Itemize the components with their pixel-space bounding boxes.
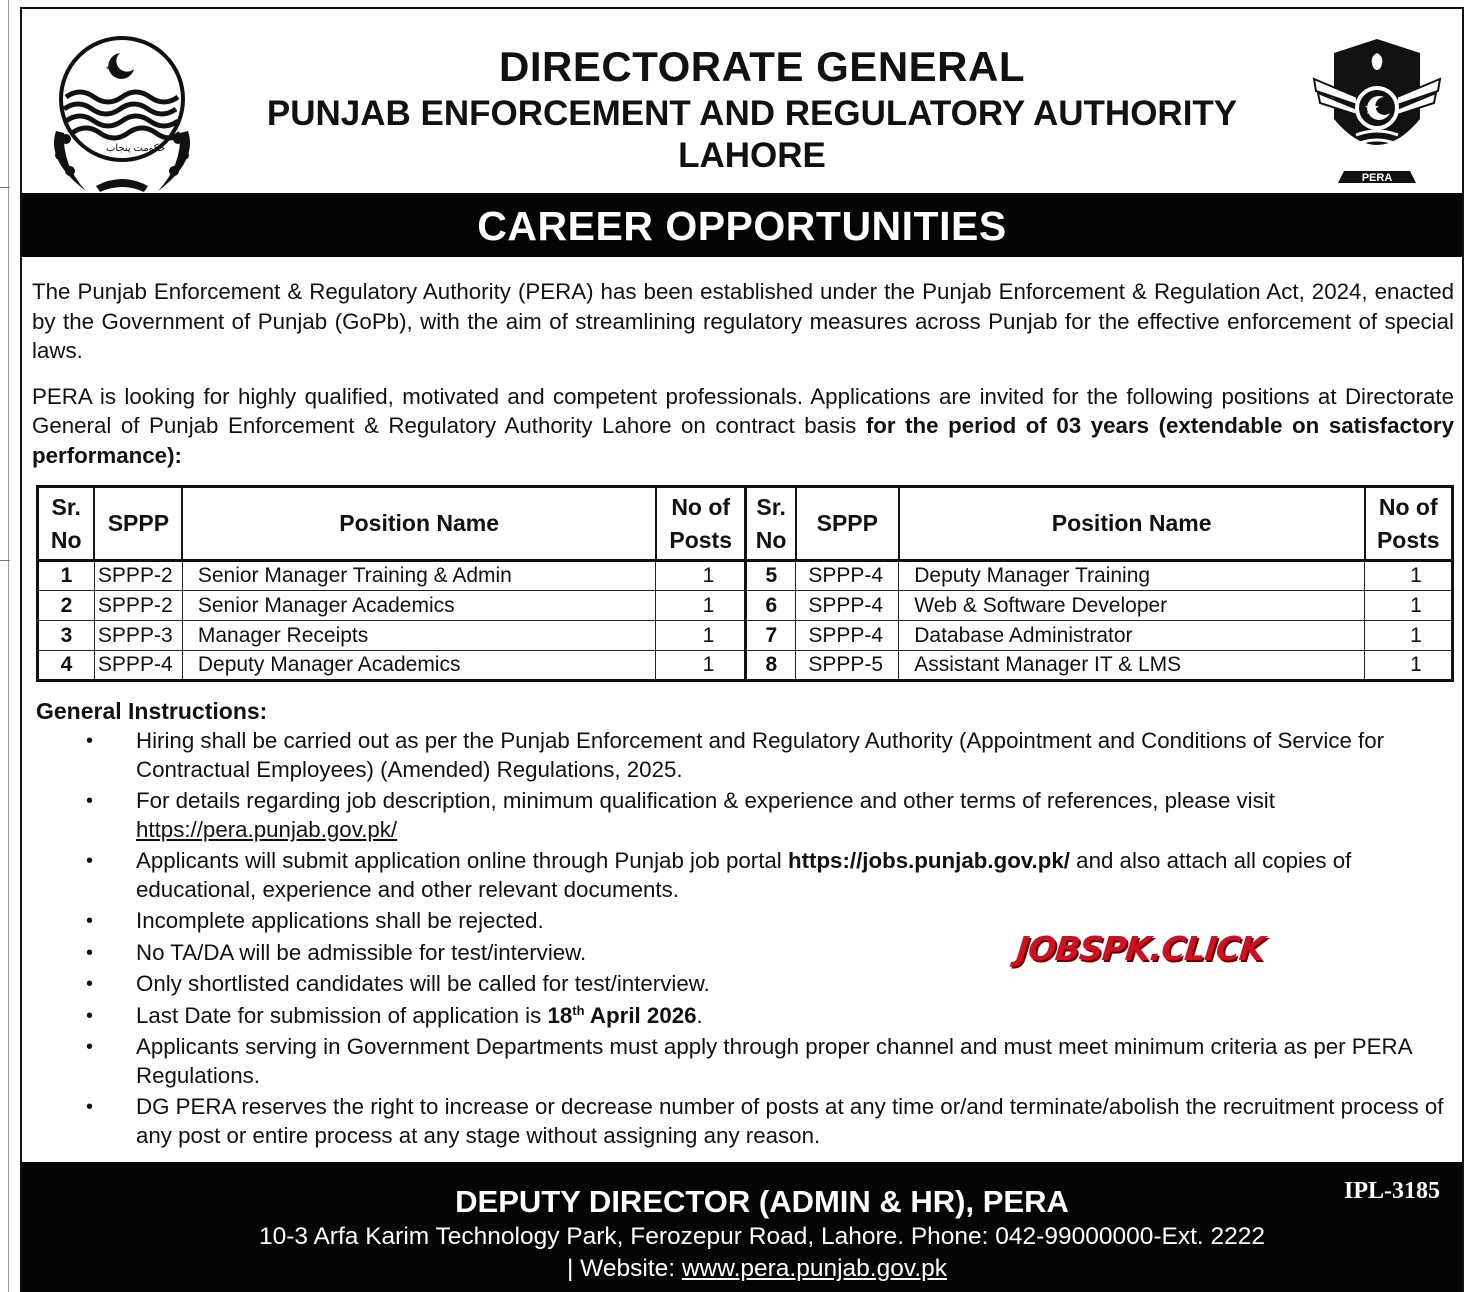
cell-sppp: SPPP-2 (94, 591, 182, 621)
cell-sr: 3 (38, 621, 95, 651)
svg-text:حکومت پنجاب: حکومت پنجاب (106, 143, 166, 154)
cell-sr: 2 (38, 591, 95, 621)
edge-line (8, 0, 9, 1292)
bullet-icon: • (86, 1004, 94, 1027)
general-instructions-heading: General Instructions: (36, 698, 268, 724)
page-title: DIRECTORATE GENERAL (499, 43, 1025, 90)
bullet-icon: • (86, 941, 94, 964)
cell-sr: 4 (38, 651, 95, 681)
cell-sppp: SPPP-4 (94, 651, 182, 681)
header-sr-no: Sr. No (38, 487, 95, 561)
bullet-icon: • (86, 1036, 94, 1058)
intro-paragraph-2 (32, 382, 1454, 471)
svg-text:PERA: PERA (1361, 172, 1393, 184)
organization-name: PUNJAB ENFORCEMENT AND REGULATORY AUTHORITY (266, 94, 1238, 133)
intro-text: PERA is looking for highly qualified, motivated and competent professionals. Applications are invited for the following positions at Directorate General of Punjab Enforcement & Regulatory Authority Lahore on contract basis (32, 383, 1454, 438)
jobs-portal-link[interactable]: https://jobs.punjab.gov.pk/ (787, 848, 1070, 873)
cell-sppp: SPPP-2 (94, 561, 182, 591)
cell-sppp: SPPP-4 (796, 561, 899, 591)
header-sr-no: Sr. No (746, 487, 796, 561)
cell-position: Manager Receipts (182, 621, 656, 651)
footer-address: 10-3 Arfa Karim Technology Park, Ferozepur Road, Lahore. Phone: 042-99000000-Ext. 2222 (258, 1223, 1266, 1250)
cell-position: Deputy Manager Training (899, 561, 1365, 591)
intro-section (32, 277, 1454, 486)
cell-sppp: SPPP-5 (796, 651, 899, 681)
footer-office: DEPUTY DIRECTOR (ADMIN & HR), PERA (455, 1184, 1069, 1219)
jobspk-watermark: JOBSPK.CLICK (1014, 929, 1266, 968)
header-sppp: SPPP (796, 487, 899, 561)
last-date: 18th April 2026 (547, 1002, 697, 1028)
positions-table (36, 485, 1454, 682)
table-row (38, 651, 1453, 681)
pera-shield-icon (1312, 31, 1442, 191)
table-row (38, 621, 1453, 651)
footer-contact-bar (22, 1162, 1462, 1292)
footer-website-link[interactable]: www.pera.punjab.gov.pk (681, 1255, 947, 1282)
ipl-code: IPL-3185 (1344, 1178, 1440, 1204)
career-opportunities-banner: CAREER OPPORTUNITIES (22, 193, 1462, 257)
instruction-item: • Applicants will submit application online through Punjab job portal https://jobs.punjab.gov.pk/ and also attach all copies of educational, experience and other relevant documents. (86, 848, 1352, 902)
cell-posts: 1 (656, 651, 746, 681)
table-row (38, 591, 1453, 621)
cell-sr: 1 (38, 561, 95, 591)
contract-period-text: for the period of 03 years (extendable on satisfactory performance): (32, 413, 1454, 468)
edge-tick (0, 560, 10, 561)
bullet-icon: • (86, 1096, 94, 1118)
header-position-name: Position Name (899, 487, 1365, 561)
cell-sppp: SPPP-3 (94, 621, 182, 651)
bullet-icon: • (86, 973, 94, 995)
instruction-item: • DG PERA reserves the right to increase or decrease number of posts at any time or/and terminate/abolish the recruitment process of any post or entire process at any stage without assigning any reason. (86, 1094, 1444, 1148)
bullet-icon: • (86, 850, 94, 872)
instruction-item: • Last Date for submission of application is 18th April 2026. (86, 1002, 1456, 1031)
cell-posts: 1 (1365, 621, 1453, 651)
instruction-item: • Only shortlisted candidates will be called for test/interview. (86, 970, 1456, 999)
instruction-item: • No TA/DA will be admissible for test/interview. (86, 939, 1456, 968)
cell-position: Deputy Manager Academics (182, 651, 656, 681)
cell-posts: 1 (1365, 591, 1453, 621)
punjab-emblem-icon (26, 31, 218, 196)
cell-position: Database Administrator (899, 621, 1365, 651)
cell-position: Senior Manager Academics (182, 591, 656, 621)
advertisement-frame (20, 7, 1464, 1292)
cell-posts: 1 (656, 621, 746, 651)
edge-tick (0, 187, 10, 188)
instruction-item: • Hiring shall be carried out as per the Punjab Enforcement and Regulatory Authority (Appointment and Conditions of Service for Contractual Employees) (Amended) Regulations, 2025. (86, 728, 1385, 782)
instruction-item: • Incomplete applications shall be rejected. (86, 907, 1456, 936)
cell-posts: 1 (1365, 651, 1453, 681)
cell-posts: 1 (656, 591, 746, 621)
cell-sppp: SPPP-4 (796, 591, 899, 621)
header-position-name: Position Name (182, 487, 656, 561)
cell-posts: 1 (656, 561, 746, 591)
instruction-item: • For details regarding job description, minimum qualification & experience and other terms of references, please visit https://pera.punjab.gov.pk/ (86, 788, 1275, 842)
cell-position: Web & Software Developer (899, 591, 1365, 621)
cell-posts: 1 (1365, 561, 1453, 591)
cell-sr: 6 (746, 591, 796, 621)
bullet-icon: • (86, 910, 94, 932)
pera-website-link[interactable]: https://pera.punjab.gov.pk/ (136, 816, 398, 842)
svg-text:*: * (106, 65, 110, 76)
cell-sr: 8 (746, 651, 796, 681)
instruction-item: • Applicants serving in Government Departments must apply through proper channel and must meet minimum criteria as per PERA Regulations. (86, 1034, 1412, 1088)
cell-position: Assistant Manager IT & LMS (899, 651, 1365, 681)
header-title-block (202, 43, 1302, 177)
header-no-of-posts: No of Posts (1365, 487, 1453, 561)
header-sppp: SPPP (94, 487, 182, 561)
cell-sppp: SPPP-4 (796, 621, 899, 651)
header-no-of-posts: No of Posts (656, 487, 746, 561)
table-header-row (38, 487, 1453, 561)
cell-sr: 5 (746, 561, 796, 591)
intro-paragraph-1: The Punjab Enforcement & Regulatory Authority (PERA) has been established under the Punjab Enforcement & Regulation Act, 2024, enacted by the Government of Punjab (GoPb), with the aim of streamlining regulatory measures across Punjab for the effective enforcement of special laws. (32, 279, 1454, 363)
city-name: LAHORE (678, 136, 826, 175)
table-row (38, 561, 1453, 591)
bullet-icon: • (86, 730, 94, 752)
bullet-icon: • (86, 790, 94, 812)
cell-position: Senior Manager Training & Admin (182, 561, 656, 591)
cell-sr: 7 (746, 621, 796, 651)
footer-website-line: | Website: www.pera.punjab.gov.pk (567, 1255, 947, 1282)
